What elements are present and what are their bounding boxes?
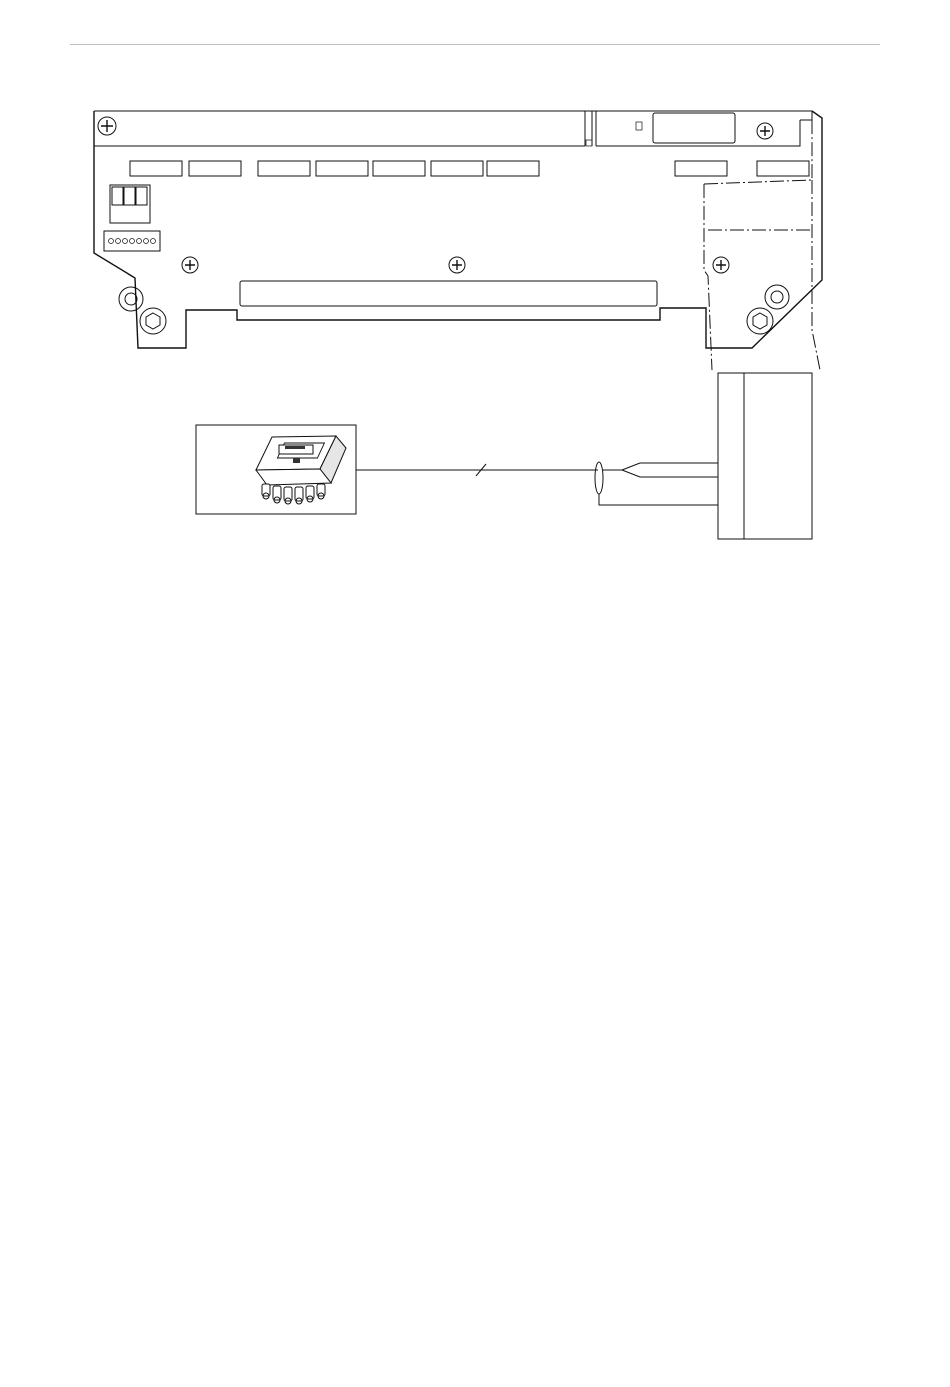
label-slots: [130, 161, 809, 176]
router-device-icon: [256, 436, 346, 504]
mounting-screw-icon: [98, 117, 116, 135]
mounting-screw-icon: [713, 257, 729, 273]
cable-gland-icon: [747, 285, 789, 334]
mounting-screw-icon: [757, 123, 773, 139]
cable-gland-icon: [119, 287, 166, 334]
mounting-screw-icon: [182, 257, 198, 273]
small-connector: [104, 231, 160, 251]
power-connector: [110, 185, 150, 223]
bottom-terminal-rail: [240, 281, 657, 306]
terminal-table: [718, 373, 812, 539]
mounting-screw-icon: [449, 257, 465, 273]
cable-wires: [356, 462, 718, 505]
